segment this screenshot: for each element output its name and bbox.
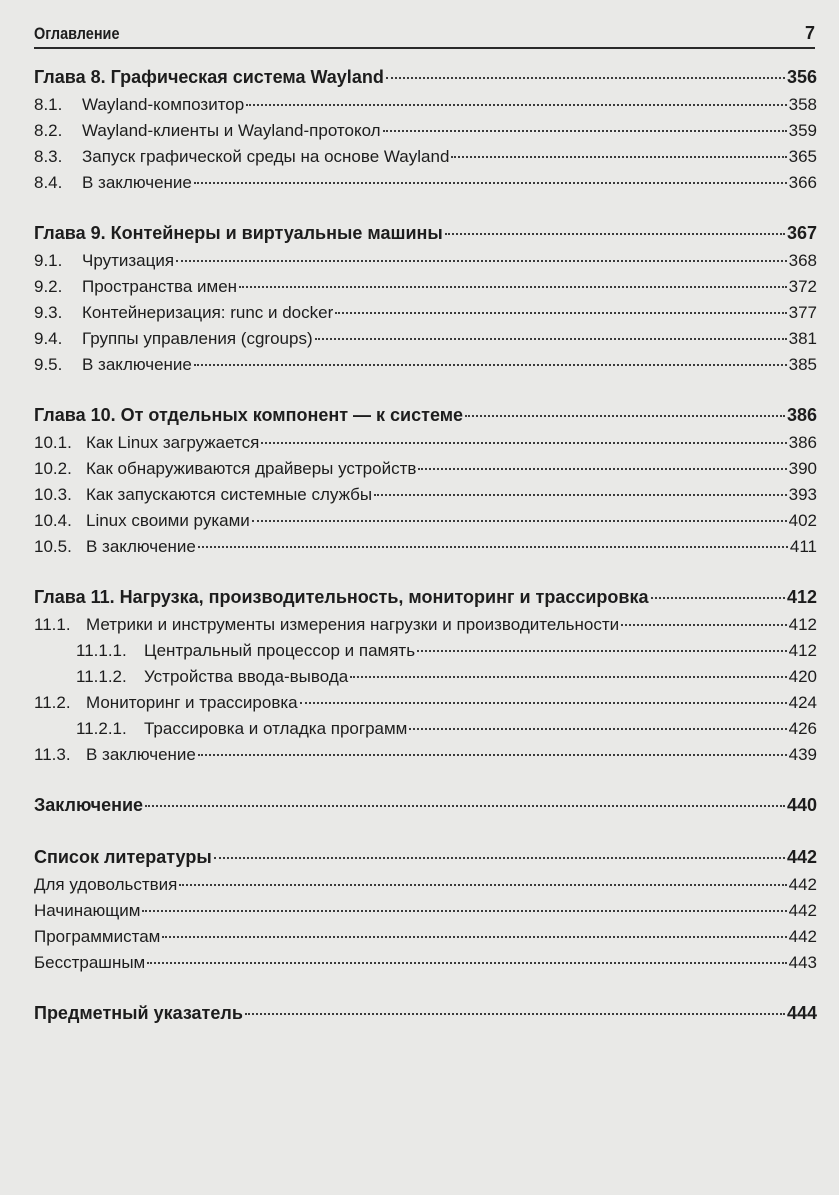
entry-page: 439 bbox=[788, 745, 817, 764]
chapter-title: Глава 10. От отдельных компонент — к системе bbox=[34, 405, 464, 425]
toc-entry[interactable] bbox=[34, 352, 817, 378]
toc-chapter[interactable] bbox=[34, 62, 817, 92]
entry-title: В заключение bbox=[86, 537, 196, 556]
entry-title: Контейнеризация: runc и docker bbox=[82, 303, 334, 322]
entry-title: Wayland-клиенты и Wayland-протокол bbox=[82, 121, 381, 140]
entry-page: 381 bbox=[788, 329, 817, 348]
toc-entry[interactable] bbox=[34, 742, 817, 768]
entry-number: 11.2.1. bbox=[76, 719, 127, 738]
toc-chapter[interactable] bbox=[34, 790, 817, 820]
entry-number: 9.5. bbox=[34, 355, 63, 374]
toc-entry[interactable] bbox=[34, 950, 817, 976]
entry-title: Центральный процессор и память bbox=[144, 641, 416, 660]
dot-leader bbox=[418, 468, 786, 470]
entry-title: Пространства имен bbox=[82, 277, 238, 296]
entry-page: 365 bbox=[788, 147, 817, 166]
entry-title: В заключение bbox=[82, 355, 192, 374]
dot-leader bbox=[335, 312, 786, 314]
dot-leader bbox=[445, 233, 785, 235]
dot-leader bbox=[245, 1013, 785, 1015]
dot-leader bbox=[417, 650, 787, 652]
chapter-title: Глава 8. Графическая система Wayland bbox=[34, 67, 384, 87]
entry-page: 393 bbox=[788, 485, 817, 504]
dot-leader bbox=[194, 364, 787, 366]
chapter-page: 442 bbox=[786, 847, 817, 867]
entry-number: 8.4. bbox=[34, 173, 63, 192]
entry-page: 402 bbox=[788, 511, 817, 530]
toc-entry[interactable] bbox=[34, 508, 817, 534]
chapter-page: 412 bbox=[786, 587, 817, 607]
entry-title: Трассировка и отладка программ bbox=[144, 719, 408, 738]
dot-leader bbox=[409, 728, 786, 730]
toc-entry[interactable] bbox=[34, 274, 817, 300]
chapter-page: 444 bbox=[786, 1003, 817, 1023]
dot-leader bbox=[214, 857, 785, 859]
dot-leader bbox=[176, 260, 787, 262]
toc-entry[interactable] bbox=[34, 170, 817, 196]
entry-number: 11.1.2. bbox=[76, 667, 127, 686]
dot-leader bbox=[198, 754, 787, 756]
toc-entry[interactable] bbox=[34, 144, 817, 170]
entry-page: 426 bbox=[788, 719, 817, 738]
dot-leader bbox=[246, 104, 786, 106]
dot-leader bbox=[465, 415, 785, 417]
entry-page: 386 bbox=[788, 433, 817, 452]
dot-leader bbox=[239, 286, 787, 288]
entry-number: 10.4. bbox=[34, 511, 72, 530]
toc-entry[interactable] bbox=[34, 924, 817, 950]
entry-number: 9.3. bbox=[34, 303, 63, 322]
toc-entry[interactable] bbox=[34, 326, 817, 352]
chapter-title: Глава 11. Нагрузка, производительность, мониторинг и трассировка bbox=[34, 587, 649, 607]
entry-title: Как Linux загружается bbox=[86, 433, 260, 452]
dot-leader bbox=[145, 805, 785, 807]
dot-leader bbox=[194, 182, 787, 184]
entry-title: Для удовольствия bbox=[34, 875, 178, 894]
table-of-contents bbox=[34, 62, 817, 1028]
entry-page: 390 bbox=[788, 459, 817, 478]
entry-page: 442 bbox=[788, 927, 817, 946]
toc-chapter[interactable] bbox=[34, 842, 817, 872]
dot-leader bbox=[386, 77, 785, 79]
entry-title: Как обнаруживаются драйверы устройств bbox=[86, 459, 417, 478]
entry-title: В заключение bbox=[86, 745, 196, 764]
dot-leader bbox=[350, 676, 786, 678]
entry-number: 11.1. bbox=[34, 615, 71, 634]
header-page-number: 7 bbox=[804, 23, 815, 43]
dot-leader bbox=[315, 338, 787, 340]
toc-subentry[interactable] bbox=[34, 716, 817, 742]
entry-page: 442 bbox=[788, 875, 817, 894]
entry-title: Мониторинг и трассировка bbox=[86, 693, 298, 712]
dot-leader bbox=[374, 494, 787, 496]
entry-number: 11.2. bbox=[34, 693, 71, 712]
dot-leader bbox=[162, 936, 786, 938]
chapter-page: 440 bbox=[786, 795, 817, 815]
toc-chapter[interactable] bbox=[34, 400, 817, 430]
entry-number: 10.1. bbox=[34, 433, 72, 452]
entry-title: Linux своими руками bbox=[86, 511, 250, 530]
entry-number: 9.2. bbox=[34, 277, 63, 296]
chapter-page: 356 bbox=[786, 67, 817, 87]
entry-page: 368 bbox=[788, 251, 817, 270]
entry-title: Запуск графической среды на основе Wayland bbox=[82, 147, 450, 166]
toc-chapter[interactable] bbox=[34, 582, 817, 612]
entry-number: 11.1.1. bbox=[76, 641, 127, 660]
toc-entry[interactable] bbox=[34, 300, 817, 326]
toc-entry[interactable] bbox=[34, 612, 817, 638]
dot-leader bbox=[142, 910, 786, 912]
dot-leader bbox=[383, 130, 787, 132]
entry-number: 8.1. bbox=[34, 95, 63, 114]
entry-title: В заключение bbox=[82, 173, 192, 192]
entry-page: 372 bbox=[788, 277, 817, 296]
toc-entry[interactable] bbox=[34, 248, 817, 274]
dot-leader bbox=[252, 520, 787, 522]
toc-subentry[interactable] bbox=[34, 664, 817, 690]
running-header bbox=[34, 18, 815, 49]
chapter-title: Заключение bbox=[34, 795, 144, 815]
chapter-page: 386 bbox=[786, 405, 817, 425]
header-title: Оглавление bbox=[34, 24, 120, 43]
entry-number: 10.2. bbox=[34, 459, 72, 478]
entry-title: Группы управления (cgroups) bbox=[82, 329, 313, 348]
chapter-page: 367 bbox=[786, 223, 817, 243]
entry-page: 442 bbox=[788, 901, 817, 920]
dot-leader bbox=[621, 624, 787, 626]
toc-entry[interactable] bbox=[34, 92, 817, 118]
chapter-title: Предметный указатель bbox=[34, 1003, 243, 1023]
toc-subentry[interactable] bbox=[34, 638, 817, 664]
entry-page: 377 bbox=[788, 303, 817, 322]
entry-title: Устройства ввода-вывода bbox=[144, 667, 349, 686]
entry-page: 424 bbox=[788, 693, 817, 712]
toc-entry[interactable] bbox=[34, 456, 817, 482]
entry-title: Как запускаются системные службы bbox=[86, 485, 373, 504]
entry-page: 420 bbox=[788, 667, 817, 686]
entry-number: 9.4. bbox=[34, 329, 63, 348]
entry-title: Метрики и инструменты измерения нагрузки и производительности bbox=[86, 615, 620, 634]
toc-chapter[interactable] bbox=[34, 218, 817, 248]
toc-entry[interactable] bbox=[34, 690, 817, 716]
toc-entry[interactable] bbox=[34, 872, 817, 898]
dot-leader bbox=[147, 962, 786, 964]
dot-leader bbox=[651, 597, 785, 599]
toc-entry[interactable] bbox=[34, 898, 817, 924]
dot-leader bbox=[198, 546, 788, 548]
chapter-title: Глава 9. Контейнеры и виртуальные машины bbox=[34, 223, 443, 243]
dot-leader bbox=[451, 156, 786, 158]
entry-page: 412 bbox=[788, 641, 817, 660]
entry-number: 8.2. bbox=[34, 121, 63, 140]
entry-page: 412 bbox=[788, 615, 817, 634]
entry-title: Начинающим bbox=[34, 901, 141, 920]
entry-title: Бесстрашным bbox=[34, 953, 146, 972]
entry-title: Чрутизация bbox=[82, 251, 175, 270]
dot-leader bbox=[300, 702, 787, 704]
entry-number: 11.3. bbox=[34, 745, 71, 764]
entry-page: 411 bbox=[789, 537, 817, 556]
toc-entry[interactable] bbox=[34, 482, 817, 508]
entry-number: 10.3. bbox=[34, 485, 72, 504]
dot-leader bbox=[261, 442, 786, 444]
entry-page: 359 bbox=[788, 121, 817, 140]
dot-leader bbox=[179, 884, 786, 886]
entry-number: 9.1. bbox=[34, 251, 63, 270]
entry-page: 385 bbox=[788, 355, 817, 374]
entry-page: 358 bbox=[788, 95, 817, 114]
entry-title: Программистам bbox=[34, 927, 161, 946]
entry-number: 8.3. bbox=[34, 147, 63, 166]
entry-number: 10.5. bbox=[34, 537, 72, 556]
chapter-title: Список литературы bbox=[34, 847, 212, 867]
toc-entry[interactable] bbox=[34, 118, 817, 144]
toc-entry[interactable] bbox=[34, 534, 817, 560]
entry-title: Wayland-композитор bbox=[82, 95, 245, 114]
entry-page: 443 bbox=[788, 953, 817, 972]
toc-chapter[interactable] bbox=[34, 998, 817, 1028]
toc-entry[interactable] bbox=[34, 430, 817, 456]
entry-page: 366 bbox=[788, 173, 817, 192]
